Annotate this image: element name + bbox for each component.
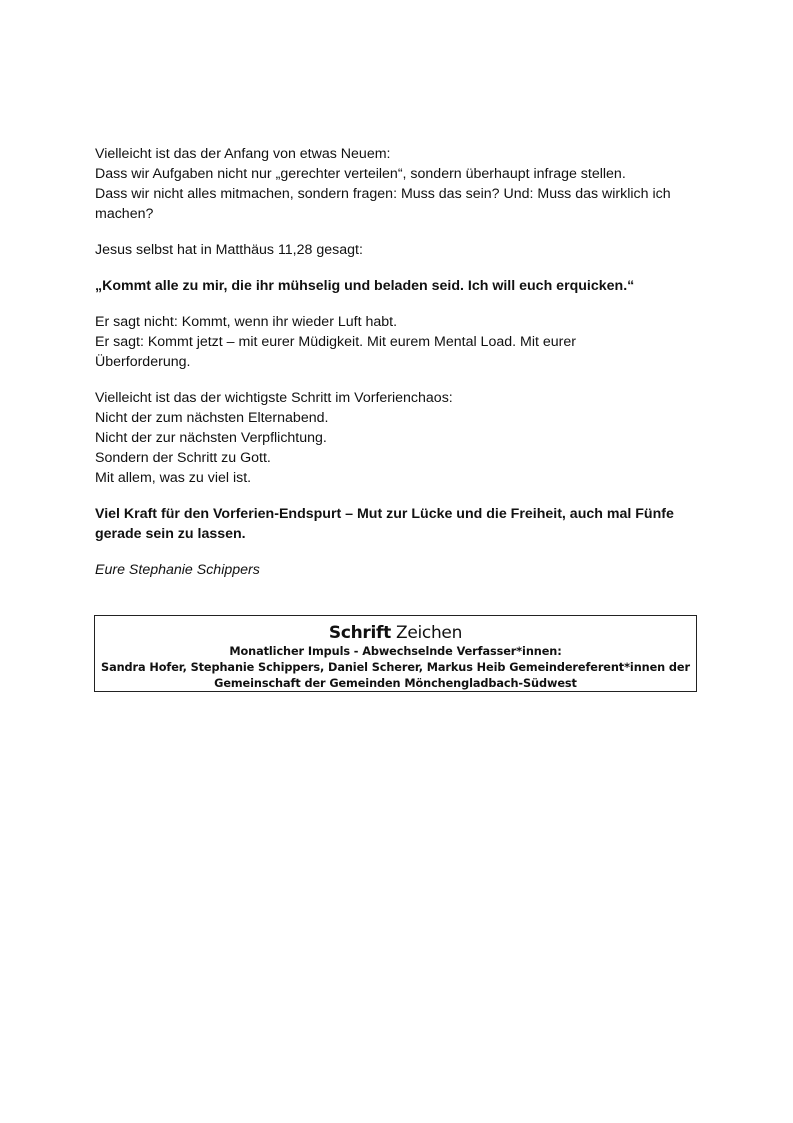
text-line: Sondern der Schritt zu Gott. [95,450,271,466]
text-line: Er sagt: Kommt jetzt – mit eurer Müdigkeit. Mit eurem Mental Load. Mit eurer [95,334,576,350]
footer-box-authors-line2: Gemeinschaft der Gemeinden Mönchengladbach-Südwest [214,677,577,690]
document-body [95,144,705,596]
title-part-zeichen: Zeichen [395,623,463,643]
text-line: Jesus selbst hat in Matthäus 11,28 gesagt: [95,242,363,258]
text-line: Vielleicht ist das der Anfang von etwas Neuem: [95,146,391,162]
text-line: Dass wir nicht alles mitmachen, sondern fragen: Muss das sein? Und: Muss das wirklich ich [95,186,671,202]
title-part-schrift: Schrift [328,623,391,643]
paragraph-invitation [95,312,705,372]
paragraph-closing-wish [95,504,705,544]
footer-box-title [95,621,696,644]
text-line: gerade sein zu lassen. [95,526,246,542]
footer-box-subtitle: Monatlicher Impuls - Abwechselnde Verfasser*innen: [229,645,562,658]
paragraph-important-step [95,388,705,488]
text-line: machen? [95,206,154,222]
text-line: Nicht der zur nächsten Verpflichtung. [95,430,327,446]
text-line: Vielleicht ist das der wichtigste Schritt im Vorferienchaos: [95,390,453,406]
text-line: Mit allem, was zu viel ist. [95,470,252,486]
paragraph-intro [95,144,705,224]
text-line: Viel Kraft für den Vorferien-Endspurt – Mut zur Lücke und die Freiheit, auch mal Fünfe [95,506,674,522]
text-line: Überforderung. [95,354,191,370]
paragraph-signature [95,560,705,580]
signature-line: Eure Stephanie Schippers [95,562,260,578]
bible-quote-line: „Kommt alle zu mir, die ihr mühselig und beladen seid. Ich will euch erquicken.“ [95,278,635,294]
paragraph-bible-quote [95,276,705,296]
text-line: Er sagt nicht: Kommt, wenn ihr wieder Luft habt. [95,314,398,330]
footer-info-box [94,615,697,692]
text-line: Dass wir Aufgaben nicht nur „gerechter verteilen“, sondern überhaupt infrage stellen. [95,166,626,182]
text-line: Nicht der zum nächsten Elternabend. [95,410,329,426]
footer-box-authors-line1: Sandra Hofer, Stephanie Schippers, Daniel Scherer, Markus Heib Gemeindereferent*innen der [101,661,690,674]
paragraph-scripture-reference [95,240,705,260]
